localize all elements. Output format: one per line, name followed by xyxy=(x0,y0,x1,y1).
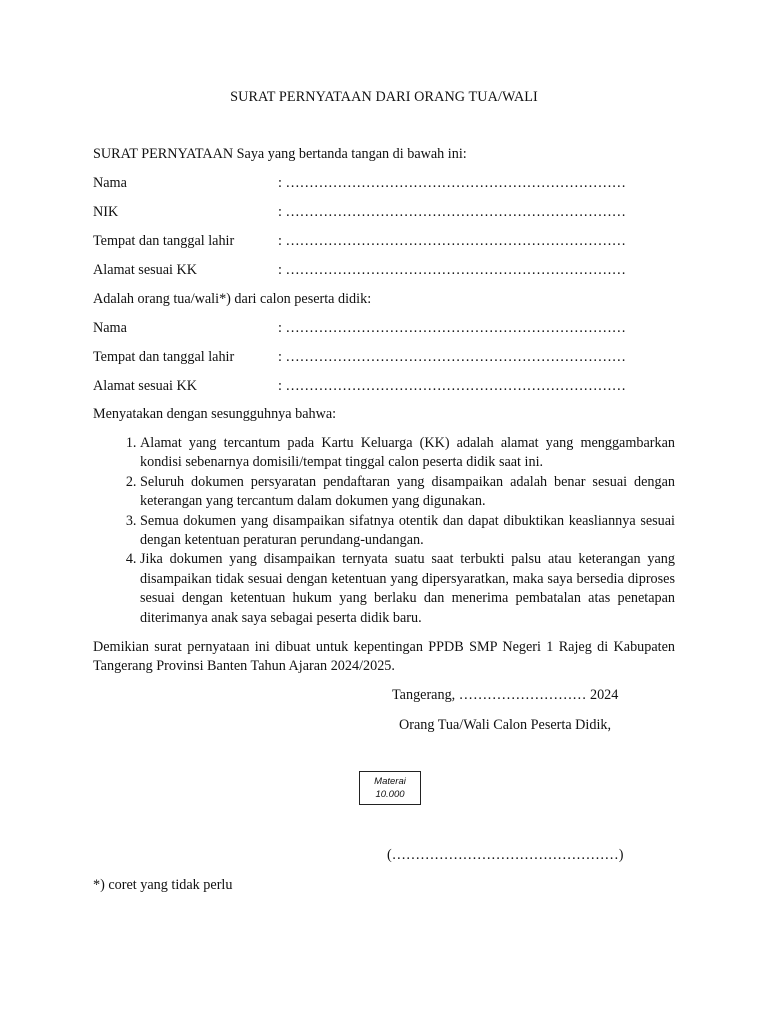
field-label: Nama xyxy=(93,320,127,336)
field-label: Alamat sesuai KK xyxy=(93,262,198,278)
field-value-blank: : ……………………………………………………………… xyxy=(278,204,626,220)
document-title: SURAT PERNYATAAN DARI ORANG TUA/WALI xyxy=(230,89,538,105)
parent-field-address xyxy=(93,262,675,282)
statement-item: 4. Jika dokumen yang disampaikan ternyata suatu saat terbukti palsu atau keterangan yang disampaikan tidak sesuai dengan ketentuan yang dipersyaratkan, maka saya bersedia diproses sesuai dengan ketentuan hukum yang berlaku dan menerima pembatalan atas penetapan diterimanya anak saya sebagai peserta didik baru. xyxy=(140,550,675,628)
field-label: Tempat dan tanggal lahir xyxy=(93,349,235,365)
signature-line: (…………………………………………) xyxy=(387,847,624,863)
field-label: NIK xyxy=(93,204,119,220)
materai-stamp-box xyxy=(359,771,421,805)
field-value-blank: : ……………………………………………………………… xyxy=(278,262,626,278)
field-label: Nama xyxy=(93,175,127,191)
field-value-blank: : ……………………………………………………………… xyxy=(278,378,626,394)
student-field-address xyxy=(93,378,675,398)
place-date-line: Tangerang, ……………………… 2024 xyxy=(392,687,619,703)
student-field-name xyxy=(93,320,675,340)
parent-field-birth xyxy=(93,233,675,253)
intro-text: SURAT PERNYATAAN Saya yang bertanda tangan di bawah ini: xyxy=(93,146,467,162)
materai-value: 10.000 xyxy=(375,789,405,800)
field-label: Tempat dan tanggal lahir xyxy=(93,233,235,249)
statement-list xyxy=(93,434,675,628)
statement-item: 2. Seluruh dokumen persyaratan pendaftaran yang disampaikan adalah benar sesuai dengan keterangan yang tercantum dalam dokumen yang digunakan. xyxy=(140,473,675,512)
field-value-blank: : ……………………………………………………………… xyxy=(278,175,626,191)
field-value-blank: : ……………………………………………………………… xyxy=(278,320,626,336)
closing-paragraph: Demikian surat pernyataan ini dibuat untuk kepentingan PPDB SMP Negeri 1 Rajeg di Kabupaten Tangerang Provinsi Banten Tahun Ajaran 2024/2025. xyxy=(93,639,675,675)
statement-intro-text: Menyatakan dengan sesungguhnya bahwa: xyxy=(93,406,337,422)
field-value-blank: : ……………………………………………………………… xyxy=(278,349,626,365)
parent-field-name xyxy=(93,175,675,195)
field-value-blank: : ……………………………………………………………… xyxy=(278,233,626,249)
materai-label: Materai xyxy=(374,776,406,787)
field-label: Alamat sesuai KK xyxy=(93,378,198,394)
statement-item: 3. Semua dokumen yang disampaikan sifatnya otentik dan dapat dibuktikan keasliannya sesuai dengan ketentuan peraturan perundang-undangan. xyxy=(140,512,675,551)
statement-item: 1. Alamat yang tercantum pada Kartu Keluarga (KK) adalah alamat yang menggambarkan kondisi sebenarnya domisili/tempat tinggal calon peserta didik saat ini. xyxy=(140,434,675,473)
footnote: *) coret yang tidak perlu xyxy=(93,877,233,893)
student-intro-text: Adalah orang tua/wali*) dari calon peserta didik: xyxy=(93,291,372,307)
parent-field-nik xyxy=(93,204,675,224)
student-field-birth xyxy=(93,349,675,369)
signer-title: Orang Tua/Wali Calon Peserta Didik, xyxy=(399,717,612,733)
